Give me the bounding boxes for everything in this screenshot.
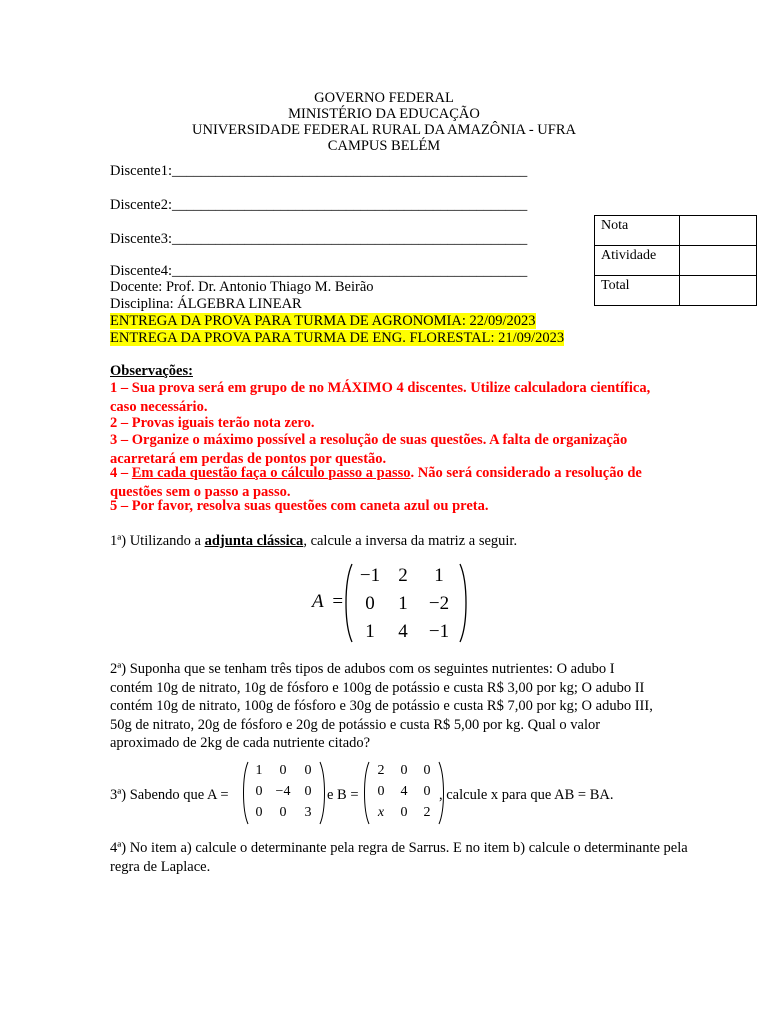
q3-suffix: , calcule x para que AB = BA. (439, 787, 614, 803)
grade-label-atividade: Atividade (595, 246, 680, 276)
deadline-agronomia-text: ENTREGA DA PROVA PARA TURMA DE AGRONOMIA: 22/09/2023 (110, 313, 536, 329)
q3-a-cell-32: 0 (279, 805, 287, 820)
q3-b-cell-13: 0 (423, 763, 431, 778)
q3-a-cell-33: 3 (304, 805, 312, 820)
q1-left-paren (342, 562, 354, 644)
grade-table (594, 215, 757, 306)
q1-matrix-label: A (312, 591, 324, 612)
teacher-line: Docente: Prof. Dr. Antonio Thiago M. Beirão (110, 279, 374, 295)
grade-row-atividade (595, 246, 757, 276)
question-1-text (110, 532, 517, 550)
q1-cell-12: 2 (398, 565, 408, 586)
q1-matrix-equation (312, 588, 343, 616)
header-line-2: MINISTÉRIO DA EDUCAÇÃO (288, 106, 480, 122)
q3-b-cell-33: 2 (423, 805, 431, 820)
deadline-agronomia (110, 312, 536, 330)
q3-a-left-paren (241, 760, 249, 826)
observation-4 (110, 464, 658, 501)
q1-cell-33: −1 (428, 621, 450, 642)
q1-cell-32: 4 (398, 621, 408, 642)
deadline-florestal (110, 329, 564, 347)
q3-b-cell-12: 0 (400, 763, 408, 778)
q1-cell-13: 1 (434, 565, 444, 586)
grade-value-total[interactable] (680, 276, 757, 306)
q1-bold: adjunta clássica (204, 533, 304, 549)
header-line-3: UNIVERSIDADE FEDERAL RURAL DA AMAZÔNIA - UFRA (192, 122, 576, 138)
observation-4-underlined: Em cada questão faça o cálculo passo a passo (131, 465, 411, 481)
question-2-text: 2ª) Suponha que se tenham três tipos de adubos com os seguintes nutrientes: O adubo I contém 10g de nitrato, 10g de fósforo e 100g de potássio e custa R$ 3,00 por kg; O adubo II contém 10g de nitrato, 100g de fósforo e 30g de potássio e custa R$ 7,00 por kg; O adubo III, 50g de nitrato, 20g de fósforo e 20g de potássio e custa R$ 5,00 por kg. Qual o valor aproximado de 2kg de cada nutriente citado? (110, 661, 653, 751)
header-line-4: CAMPUS BELÉM (327, 138, 441, 154)
observation-4-suffix: . Não será considerado a resolução de questões sem o passo a passo. (110, 465, 642, 500)
q3-a-cell-13: 0 (304, 763, 312, 778)
header-line-1: GOVERNO FEDERAL (314, 90, 454, 106)
q1-matrix (342, 562, 470, 646)
question-4-text: 4ª) No item a) calcule o determinante pela regra de Sarrus. E no item b) calcule o determinante pela regra de Laplace. (110, 840, 688, 875)
observation-1: 1 – Sua prova será em grupo de no MÁXIMO 4 discentes. Utilize calculadora científica, caso necessário. (110, 380, 651, 415)
student-field-4[interactable]: Discente4:_________________________________________________ (110, 263, 528, 279)
q3-b-cell-22: 4 (400, 784, 408, 799)
q1-right-paren (458, 562, 470, 644)
q3-b-cell-21: 0 (377, 784, 385, 799)
q1-equals: = (332, 591, 344, 612)
q3-b-left-paren (362, 760, 370, 826)
grade-label-nota: Nota (595, 216, 680, 246)
observations-title (110, 362, 193, 380)
student-field-2[interactable]: Discente2:_________________________________________________ (110, 197, 528, 213)
q3-a-cell-21: 0 (255, 784, 263, 799)
q3-b-cell-31: x (377, 805, 385, 820)
observations-title-text: Observações: (110, 363, 193, 379)
q1-suffix: , calcule a inversa da matriz a seguir. (303, 533, 518, 549)
q3-b-cell-23: 0 (423, 784, 431, 799)
q3-matrix-a (241, 760, 327, 826)
grade-value-atividade[interactable] (680, 246, 757, 276)
discipline-line: Disciplina: ÁLGEBRA LINEAR (110, 296, 302, 312)
deadline-florestal-text: ENTREGA DA PROVA PARA TURMA DE ENG. FLORESTAL: 21/09/2023 (110, 330, 565, 346)
q3-a-cell-31: 0 (255, 805, 263, 820)
q3-a-cell-12: 0 (279, 763, 287, 778)
q3-b-cell-32: 0 (400, 805, 408, 820)
q3-b-cell-11: 2 (377, 763, 385, 778)
q1-cell-21: 0 (365, 593, 375, 614)
observation-5: 5 – Por favor, resolva suas questões com caneta azul ou preta. (110, 498, 489, 514)
q3-matrix-b (362, 760, 446, 826)
observation-3: 3 – Organize o máximo possível a resolução de suas questões. A falta de organização acarretará em perdas de pontos por questão. (110, 432, 628, 467)
q1-prefix: 1ª) Utilizando a (110, 533, 205, 549)
q1-cell-23: −2 (428, 593, 450, 614)
q1-cell-22: 1 (398, 593, 408, 614)
q3-a-cell-22: −4 (275, 784, 291, 799)
grade-label-total: Total (595, 276, 680, 306)
student-field-3[interactable]: Discente3:_________________________________________________ (110, 231, 528, 247)
grade-value-nota[interactable] (680, 216, 757, 246)
q1-cell-11: −1 (359, 565, 381, 586)
q3-prefix: 3ª) Sabendo que A = (110, 787, 229, 803)
q3-middle: e B = (327, 787, 359, 803)
q3-a-right-paren (319, 760, 327, 826)
grade-row-total (595, 276, 757, 306)
q3-a-cell-23: 0 (304, 784, 312, 799)
student-field-1[interactable]: Discente1:_________________________________________________ (110, 163, 528, 179)
observation-2: 2 – Provas iguais terão nota zero. (110, 415, 315, 431)
observation-4-prefix: 4 – (110, 465, 132, 481)
grade-row-nota (595, 216, 757, 246)
q3-a-cell-11: 1 (255, 763, 263, 778)
q1-cell-31: 1 (365, 621, 375, 642)
